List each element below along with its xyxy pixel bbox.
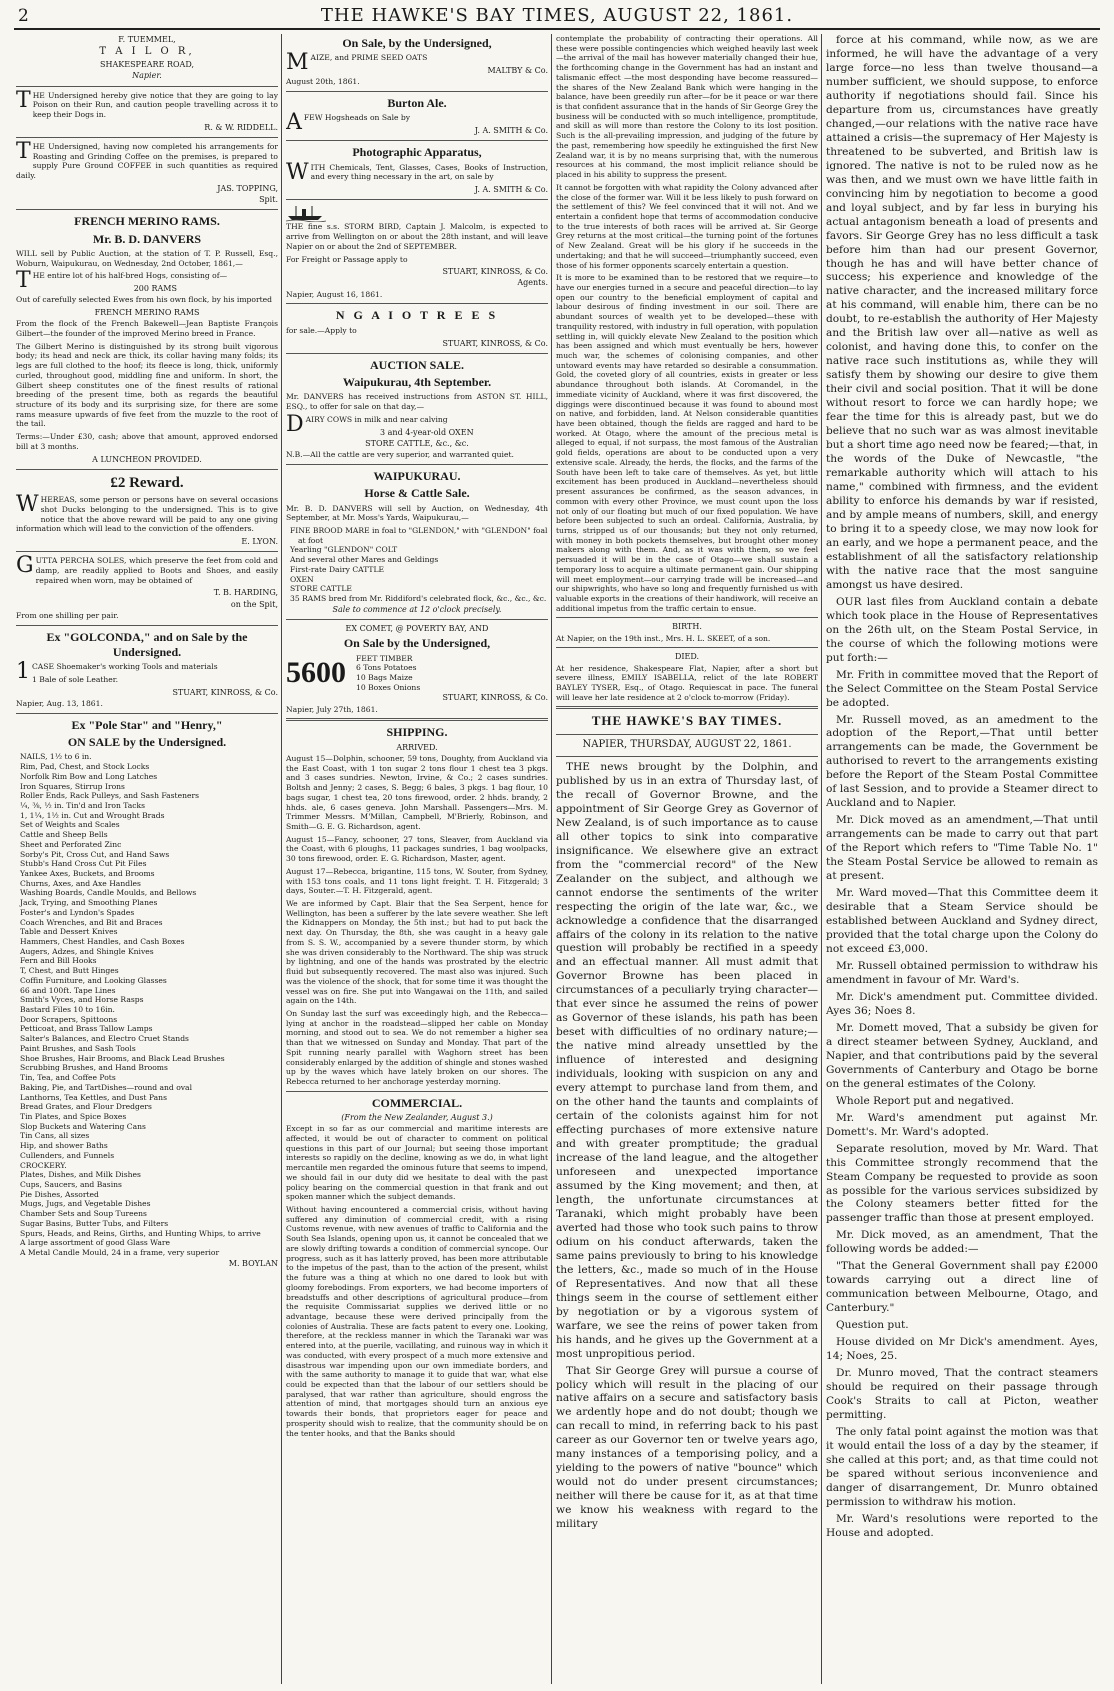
column-rule [551,34,552,1684]
stormbird-role: Agents. [517,278,548,288]
golconda-heading: Ex "GOLCONDA," and on Sale by the Undersigned. [46,629,248,659]
editorial-paragraph: Mr. Dick moved, as an amendment, That the following words be added:— [826,1229,1098,1256]
divider [556,617,818,618]
shipping-p5: On Sunday last the surf was exceedingly high, and the Rebecca—lying at anchor in the roadstead—slipped her cable on Monday morning, and stood out to sea. We do not remember a higher sea than that we witnessed on Sunday and Monday. That part of the Spit running nearly parallel with Waghorn street has been considerably enlarged by the addition of shingle and stones washed up by the waves which have lately broken on our shores. The Rebecca returned to her anchorage yesterday morning. [286,1008,548,1086]
merino-heading: FRENCH MERINO RAMS. [74,214,220,229]
died-text: At her residence, Shakespeare Flat, Napier, after a short but severe illness, EMILY ISABELLA, relict of the late ROBERT BAYLEY TYSER, Esq., of Otago. Requiescat in pace. The funeral will leave her late residence at 2 o'clock to-morrow (Friday). [556,663,818,702]
list-item: Plates, Dishes, and Milk Dishes [20,1170,141,1180]
list-item: Set of Weights and Scales [20,820,120,830]
shipping-heading: SHIPPING. [386,725,448,740]
poison-notice [16,87,278,133]
editorial-paragraph: Separate resolution, moved by Mr. Ward. That this Committee strongly recommend that the Steam Company be requested to provide as soon as possible for the various services subsidized by the Colony steamers better fitted for the passenger traffic than those at present employed. [826,1142,1098,1225]
maize-ad [286,36,548,87]
list-item: Cups, Saucers, and Basins [20,1179,122,1189]
list-item: Spurs, Heads, and Reins, Girths, and Hunting Whips, to arrive [20,1228,261,1238]
list-item: Norfolk Rim Bow and Long Latches [20,771,158,781]
list-item: And several other Mares and Geldings [290,555,439,565]
list-item: Cattle and Sheep Bells [20,830,108,840]
list-item: Baking, Pie, and TartDishes—round and oval [20,1082,193,1092]
divider [286,303,548,304]
polestar-item-list [16,752,278,1257]
list-item: Coffin Furniture, and Looking Glasses [20,975,167,985]
list-item: Scrubbing Brushes, and Hand Brooms [20,1063,168,1073]
birth-heading: BIRTH. [672,622,702,632]
divider [286,353,548,354]
polestar-signature: M. BOYLAN [228,1258,278,1268]
list-item: OXEN [290,574,314,584]
list-item: Yearling "GLENDON" COLT [290,545,398,555]
list-item: Cullenders, and Funnels [20,1150,115,1160]
editorial-paragraph: force at his command, while now, as we are informed, he will have the advantage of a very large force—no less than twelve thousand—a number sufficient, we should suppose, to enforce authority if negotiations should fail. Since his departure from us, circumstances have greatly changed,—our relations with the native race have attained a crisis—the supremacy of Her Majesty is threatened to be subverted, and British law is ignored. The native is not to be ruled now as he was then, and we must own we have little faith in convincing him by negotiation to become a good and loyal subject, and by far less in burying his actual antagonism beneath a load of presents and favors. Sir George Grey has no less difficult a task before him than had our present Governor, though he has and will have better chance of success; his experience and knowledge of the native character, and the increased military force at his command, will enable him, there can be no doubt, to re-establish the authority of Her Majesty and the British law over all—native as well as colonist, and having done this, to confer on the native race such institutions as, while they will satisfy them by showing our desire to give them their civil and social position. That it will be done without resort to force we can hardly hope; we fear the time for this is already past, but we do believe that no such war as was almost inevitable but a short time ago need now be feared;—that, in the words of the Duke of Newcastle, "the remarkable authority which will attach to his name," combined with firmness, and the evident ability to enforce his demands by war if resisted, and by ample means of numbers, skill, and energy to bring it to a speedy close, we may now look for an early, and we hope a permanent peace, and the establishment of all the satisfactory relationship with the native race that the most sanguine amongst us have desired. [826,34,1098,591]
list-item: Pie Dishes, Assorted [20,1189,99,1199]
editorial-paragraph: Dr. Munro moved, That the contract steamers should be required on their passage through Cook's Straits to call at Picton, weather permitting. [826,1367,1098,1422]
comet-heading: EX COMET, @ POVERTY BAY, AND [345,623,489,633]
editorial-paragraph: "That the General Government shall pay £2000 towards carrying out a direct line of communication between Melbourne, Otago, and Canterbury." [826,1260,1098,1315]
coffee-place: Spit. [259,195,278,204]
auction-heading: AUCTION SALE. [369,357,465,372]
divider [286,199,548,200]
list-item: 35 RAMS bred from Mr. Riddiford's celebrated flock, &c., &c., &c. [290,594,547,603]
list-item: FEET TIMBER [356,653,413,663]
list-item: Paint Brushes, and Sash Tools [20,1043,136,1053]
comet-item-list [352,654,420,693]
divider [16,469,278,470]
list-item: NAILS, 1½ to 6 in. [20,752,92,762]
list-item: 10 Boxes Onions [356,682,421,692]
stormbird-date: Napier, August 16, 1861. [286,289,383,299]
comet-date: Napier, July 27th, 1861. [286,704,378,714]
burton-heading: Burton Ale. [387,96,447,111]
column-rule [281,34,282,1684]
editorial-paragraph: Mr. Russell moved, as an amedment to the adoption of the Report,—That until better arrangements can be made, the Government be authorised to revert to the arrangements existing before the Report of the Steam Postal Committee of last Session, and to provide a Steamer direct to Auckland and to Napier. [826,713,1098,810]
divider [556,706,818,709]
list-item: Chamber Sets and Soup Tureens [20,1209,147,1219]
editorial-paragraph: Mr. Dick moved as an amendment,—That until arrangements can be made to carry out that part of the Report which refers to "Time Table No. 1" the Steam Postal Service be allowed to remain as at present. [826,814,1098,883]
shipping-p4: We are informed by Capt. Blair that the Sea Serpent, hence for Wellington, has been a sufferer by the late severe weather. She left the Kidnappers on Monday, the 5th inst.; but had to put back the next day. On Thursday, the 8th, she was caught in a heavy gale from S. S. W., accompanied by a severe thunder storm, by which she was driven considerably to the Northward. The ship was struck by lightning, and one of the hands was prostrated by the electric fluid but subsequently recovered. The mast also was injured. Such was the violence of the shock, that for some time it was thought the vessel was on fire. She put into Wangawai on the 11th, and sailed again on the 14th. [286,899,548,1006]
list-item: Rim, Pad, Chest, and Stock Locks [20,762,150,772]
column-4 [826,34,1098,1684]
maize-date: August 20th, 1861. [286,77,360,87]
list-item: FINE BROOD MARE in foal to "GLENDON," with "GLENDON" foal at foot [290,525,548,545]
commercial-heading: COMMERCIAL. [371,1095,463,1110]
polestar-ad [16,718,278,1269]
coffee-notice [16,138,278,205]
poison-signature: R. & W. RIDDELL. [204,122,278,132]
shipping-section [286,725,548,1086]
editorial-paragraph: That Sir George Grey will pursue a course of policy which will result in the placing of our native affairs on a secure and satisfactory basis we ardently hope and do not doubt; though we can recall to mind, in referring back to his past career as our Governor ten or twelve years ago, many instances of a temporising policy, and a yielding to the powers of native "bounce" which would not do under present circumstances; neither will there be cause for it, as at that time we know his weakness with regard to the military [556,1364,818,1531]
gutta-signature: T. B. HARDING, [213,588,278,598]
list-item: Sheet and Perforated Zinc [20,839,122,849]
ngaio-signature: STUART, KINROSS, & Co. [442,338,548,348]
stormbird-signature: STUART, KINROSS, & Co. [442,267,548,277]
tailor-name: F. TUEMMEL, [118,35,176,44]
list-item: 10 Bags Maize [356,672,413,682]
golconda-ad [16,630,278,709]
list-item: Fern and Bill Hooks [20,956,97,966]
merino-intro: WILL sell by Public Auction, at the station of T. P. Russell, Esq., Woburn, Waipukurau, on Wednesday, 2nd October, 1861,— [16,248,278,268]
gutta-text: GUTTA PERCHA SOLES, which preserve the feet from cold and damp, are readily applied to Boots and Shoes, and easily repaired when worn, may be obtained of [16,553,278,585]
coffee-text: THE Undersigned, having now completed his arrangements for Roasting and Grinding Coffee on the premises, is prepared to supply Pure Ground COFFEE in such quantities as required daily. [16,138,278,181]
shipping-p2: August 15—Fancy, schooner, 27 tons, Sleaver, from Auckland via the Coast, with 6 ploughs, 11 packages sundries, 1 bag woolpacks, 30 tons firewood, order. E. G. Richardson, Master, agent. [286,834,548,864]
auction-lot: DAIRY COWS in milk and near calving [286,411,448,437]
merino-p1: Out of carefully selected Ewes from his own flock, by his imported [16,295,273,305]
photo-text: WITH Chemicals, Tent, Glasses, Cases, Books of Instruction, and every thing necessary in the art, on sale by [286,159,548,185]
auction-lot-3: STORE CATTLE, &c., &c. [365,438,469,448]
editorial-paragraph: Mr. Domett moved, That a subsidy be given for a direct steamer between Sydney, Auckland, and Napier, and that contributions paid by the several Governments of Canterbury and Otago be borne on the general estimates of the Colony. [826,1021,1098,1090]
editorial-paragraph: Whole Report put and negatived. [836,1094,1014,1107]
divider [286,91,548,92]
tailor-ad [16,35,278,82]
list-item: CROCKERY. [20,1160,67,1170]
golconda-line-2: 1 Bale of sole Leather. [32,674,119,684]
commercial-sub: (From the New Zealander, August 3.) [341,1113,493,1123]
burton-text: AFEW Hogsheads on Sale by [286,110,411,136]
list-item: Stubb's Hand Cross Cut Pit Files [20,859,147,869]
stormbird-text: THE fine s.s. STORM BIRD, Captain J. Malcolm, is expected to arrive from Wellington on or about the 28th instant, and will leave Napier on or about the 2nd of SEPTEMBER. [286,222,548,251]
divider [16,86,278,87]
column-1 [16,34,278,1684]
editorial-paragraph: Mr. Frith in committee moved that the Report of the Select Committee on the Steam Postal Service be adopted. [826,668,1098,709]
shipping-p3: August 17—Rebecca, brigantine, 115 tons, W. Souter, from Sydney, with 153 tons coals, and 11 tons light freight. T. H. Fitzgerald; 3 days, Souter.—T. H. Fitzgerald, agent. [286,866,548,896]
list-item: T, Chest, and Butt Hinges [20,966,119,976]
divider [556,756,818,757]
divider [16,551,278,552]
stormbird-freight: For Freight or Passage apply to [286,254,408,264]
divider [16,137,278,138]
divider [16,209,278,210]
editorial-paragraph: Mr. Russell obtained permission to withdraw his amendment in favour of Mr. Ward's. [826,959,1098,986]
divider [556,734,818,735]
waipukurau-heading: WAIPUKURAU. [373,468,461,483]
paper-title: THE HAWKE'S BAY TIMES. [591,713,783,729]
photo-heading: Photographic Apparatus, [352,145,482,160]
burton-ad [286,96,548,136]
list-item: A Metal Candle Mould, 24 in a frame, very superior [20,1248,220,1257]
list-item: Tin Cans, all sizes [20,1131,90,1141]
list-item: Jack, Trying, and Smoothing Planes [20,898,158,908]
divider [16,713,278,714]
column-3 [556,34,818,1684]
divider [556,647,818,648]
merino-lot: THE entire lot of his half-bred Hogs, consisting of— [16,268,228,294]
editorial-paragraph: Mr. Ward moved—That this Committee deem it desirable that a Steam Service should be established between Auckland and Sydney direct, provided that the total charge upon the Colony do not exceed £3,000. [826,887,1098,955]
editorial-paragraph: Question put. [836,1319,909,1332]
stormbird-ad [286,204,548,299]
list-item: Foster's and Lyndon's Spades [20,907,135,917]
list-item: Iron Squares, Stirrup Irons [20,781,125,791]
list-item: Salter's Balances, and Electro Cruet Stands [20,1034,189,1044]
list-item: Churns, Axes, and Axe Handles [20,878,141,888]
divider [16,625,278,626]
editorial-paragraph: Mr. Ward's amendment put against Mr. Domett's. Mr. Ward's adopted. [826,1111,1098,1138]
editorial-paragraph: OUR last files from Auckland contain a debate which took place in the House of Representatives on the 26th ult, on the Steam Postal Service, in the course of which the following motions were put forth:— [826,595,1098,664]
commercial-continued: contemplate the probability of contracting their operations. All these were possible contingencies which weighed heavily last week—the arrival of the mail has however materially changed their hue, the forthcoming change in the Government has had an instant and talismanic effect —the most desponding have become reassured—the shares of the New Zealand Bank which were hanging in the balance, have been greedily run after—for be it peace or war there is that confident assurance that in the hands of Sir George Grey the business will be conducted with so much intelligence, promptitude, and skill as will more than restore the Colony to its lost position. Such is the all-prevailing impression, and judging of the future by the past, remembering how speedily he extinguished the first New Zealand war, it is by no means surprising that, with the numerous resources at his command, the most implicit reliance should be placed in his ability to suppress the present. [556,34,818,180]
ngaio-ad [286,308,548,348]
list-item: Tin Plates, and Spice Boxes [20,1111,127,1121]
editorial-paragraph: Mr. Ward's resolutions were reported to the House and adopted. [826,1512,1098,1539]
list-item: Roller Ends, Rack Pulleys, and Sash Fasteners [20,791,200,801]
reward-ad [16,474,278,547]
comet-heading-2: On Sale by the Undersigned, [343,636,491,651]
list-item: Hammers, Chest Handles, and Cash Boxes [20,937,185,946]
list-item: STORE CATTLE [290,584,352,594]
maize-text: MAIZE, and PRIME SEED OATS [286,50,428,76]
golconda-signature: STUART, KINROSS, & Co. [172,687,278,697]
ngaio-heading: N G A I O T R E E S [335,308,499,323]
list-item: Hip, and shower Baths [20,1141,108,1151]
list-item: Door Scrapers, Spittoons [20,1014,118,1024]
list-item: Lanthorns, Tea Kettles, and Dust Pans [20,1092,167,1102]
commercial-p4: It is more to be examined than to be restored that we require—to have our energies turned in a secure and peaceful direction—to lay open our country to the beneficial employment of capital and labour desirous of finding investment in our soil. There are abundant sources of wealth yet to be developed—these with tranquility restored, with industry in full operation, with population settling in, will quickly elevate New Zealand to the position which has been assigned and which must eventually be hers, however much war, the schemes of colonising companies, and other untoward events may have retarded so desirable a consummation. Gold, the coveted glory of all countries, exists in greater or less abundance throughout both islands. At Coromandel, in the immediate vicinity of Auckland, where it was first discovered, the diggings were discontinued because it was found to abound most on native, and forbidden, land. At Nelson considerable quantities have been obtained, though the fields are ragged and hard to be worked. At Otago, where the amount of the precious metal is alleged to equal, if not surpass, the most famous of the Australian gold fields, operations are about to be conducted upon a very extensive scale. Already, the herds, the flocks, and the farms of the South have been left to take care of themselves. As yet, but little excitement has been produced in Auckland—nevertheless should present assurances be confirmed, as the season advances, in common with every other Province, we must count upon the loss not only of our floating but much of our fixed population. We have before been subjected to such an ordeal. California, Australia, by turns, stripped us of our thousands; but they not only returned, with money in both pockets themselves, but brought other money makers along with them. And, as it was with them, so we feel persuaded it will be in the case of Otago—we shall sustain a temporary loss to acquire a ultimate permanent gain. Our shipping will meet employment—our carrying trade will be increased—and our shipwrights, who have so long and frequently furnished us with valuable exports in the creations of their handiwork, will receive an additional impetus from the traffic certain to ensue. [556,273,818,613]
waipukurau-heading-2: Horse & Cattle Sale. [364,486,470,501]
death-notice [556,652,818,702]
column-rule [821,34,822,1684]
waipukurau-text: Mr. B. D. DANVERS will sell by Auction, on Wednesday, 4th September, at Mr. Moss's Yards, Waipukurau,— [286,503,548,523]
divider [286,1091,548,1092]
photo-signature: J. A. SMITH & Co. [474,185,548,195]
auction-heading-2: Waipukurau, 4th September. [342,375,492,390]
shipping-sub: ARRIVED. [396,742,438,752]
list-item: Mugs, Jugs, and Vegetable Dishes [20,1199,151,1209]
photo-ad [286,145,548,195]
ngaio-text: for sale.—Apply to [286,325,357,335]
comet-ad [286,624,548,714]
dateline: NAPIER, THURSDAY, AUGUST 22, 1861. [582,739,792,751]
gutta-ad [16,553,278,620]
waipukurau-ad [286,469,548,615]
tailor-address: SHAKESPEARE ROAD, [100,60,194,70]
reward-heading: £2 Reward. [110,474,184,491]
column-2 [286,34,548,1684]
commercial-p1: Except in so far as our commercial and maritime interests are affected, it would be out of character to comment on political questions in this part of our Journal; but seeing those important interests so rapidly on the decline, knowing as we do, in what light mercantile men regarded the ominous future that seems to impend, we should fail in our duty did we hesitate to deal with the past policy bearing on the commercial question in that frank and out spoken manner which the subject demands. [286,1124,548,1202]
merino-p3: The Gilbert Merino is distinguished by its strong built vigorous body; its head and neck are thick, its collar having many folds; its legs are full clothed to the hoof; its fleece is long, thick, uniformly curled, throughout good, middling fine and uniform. In short, the Gilbert sheep constitutes one of the finest results of rational breeding of the present time, both as regards the beautiful structure of its body and its surprising size, for there are some rams measure upwards of five feet from the muzzle to the root of the tail. [16,341,278,429]
tailor-trade: T A I L O R, [99,46,195,58]
list-item: 66 and 100ft. Tape Lines [20,985,116,995]
golconda-date: Napier, Aug. 13, 1861. [16,698,103,708]
merino-sub: FRENCH MERINO RAMS [94,308,200,318]
list-item: Bastard Files 10 to 16in. [20,1005,115,1015]
list-item: Sorby's Pit, Cross Cut, and Hand Saws [20,849,170,859]
list-item: First-rate Dairy CATTLE [290,564,385,574]
merino-lunch: A LUNCHEON PROVIDED. [92,454,202,464]
auction-lot-2: 3 and 4-year-old OXEN [380,427,474,437]
list-item: Sugar Basins, Butter Tubs, and Filters [20,1218,169,1228]
editorial-part-1 [556,761,818,1532]
birth-notice [556,622,818,643]
list-item: Shoe Brushes, Hair Brooms, and Black Lead Brushes [20,1053,225,1063]
divider [286,718,548,721]
merino-terms: Terms:—Under £30, cash; above that amount, approved endorsed bill at 3 months. [16,432,278,451]
died-heading: DIED. [674,652,700,662]
auction-text: Mr. DANVERS has received instructions from ASTON ST. HILL, ESQ., to offer for sale on that day,— [286,392,548,412]
list-item: 6 Tons Potatoes [356,663,417,673]
merino-ad [16,214,278,465]
polestar-heading-2: ON SALE by the Undersigned. [67,734,227,749]
list-item: Coach Wrenches, and Bit and Braces [20,917,163,927]
divider [286,140,548,141]
list-item: Yankee Axes, Buckets, and Brooms [20,868,155,878]
polestar-heading: Ex "Pole Star" and "Henry," [71,717,223,732]
editorial-paragraph: Mr. Dick's amendment put. Committee divided. Ayes 36; Noes 8. [826,990,1098,1017]
comet-lots [286,654,548,693]
golconda-line-1: 1CASE Shoemaker's working Tools and materials [16,659,218,685]
masthead [14,4,1100,30]
shipping-p1: August 15—Dolphin, schooner, 59 tons, Doughty, from Auckland via the East Coast, with 1 ton sugar 2 tons flour 1 chest tea 3 pkgs. and 3 cases sundries. Newton, Irvine, & Co.; 2 cases sundries. Boltsh and Jenny; 2 cases, S. Begg; 6 bales, 3 pkgs. 1 bag flour, 10 bags sugar, 1 chest tea, 20 tons firewood, order. 2 hhds. brandy, 2 hhds. ale, 6 cases geneva. John Marshall. Passengers—Mrs. M. Trimmer Messrs. M'Millan, Campbell, M'Brierly, Robinson, and Smith—G. E. G. Richardson, agent. [286,753,548,831]
auction-ad [286,358,548,460]
editorial-paragraph: House divided on Mr Dick's amendment. Ayes, 14; Noes, 25. [826,1336,1098,1363]
list-item: Washing Boards, Candle Moulds, and Bellows [20,888,197,898]
newspaper-title: THE HAWKE'S BAY TIMES, AUGUST 22, 1861. [320,5,794,26]
reward-text: WHEREAS, some person or persons have on several occasions shot Ducks belonging to the undersigned. This is to give notice that the above reward will be paid to any one giving information which will lead to the conviction of the offenders. [16,492,278,534]
editorial-paragraph: THE news brought by the Dolphin, and published by us in an extra of Thursday last, of the recall of Governor Browne, and the appointment of Sir George Grey as Governor of New Zealand, is of such importance as to cause all other topics to sink into comparative insignificance. We elsewhere give an extract from the "commercial record" of the New Zealander on the subject, and although we cannot endorse the sentiments of the writer respecting the origin of the late war, &c., we acknowledge a confidence that the disarranged affairs of the colony in its relation to the native question will probably be rectified in a speedy and an effectual manner. All must admit that Governor Browne has been placed in circumstances of a peculiarly trying character—that ever since he assumed the reins of power as Governor of these islands, his path has been beset with difficulties of no ordinary nature;—the native mind already unsettled by the influence of interested and designing individuals, looking with suspicion on any and every attempt to purchase land from them, and on the other hand the taunts and complaints of certain of the colonists against him for not effecting purchases of more extensive nature and with greater promptitude; the gradual increase of the land league, and the altogether unforeseen and unexpected importance assumed by the King movement; and then, at length, the unfortunate circumstances at Taranaki, which might probably have been averted had those who took such pains to throw odium on his conduct afterwards, taken the same pains previously to bring to his knowledge the letters, &c., made so much of in the House of Representatives. And now that all these things seem in the course of settlement either by negotiation or by a vigorous system of warfare, we see the reins of power taken from his hands, and he gives up the Government at a most unpropitious period. [556,760,818,1360]
auction-nb: N.B.—All the cattle are very superior, and warranted quiet. [286,450,514,460]
merino-p2: From the flock of the French Bakewell—Jean Baptiste François Gilbert—the founder of the improved Merino breed in France. [16,319,278,339]
list-item: Petticoat, and Brass Tallow Lamps [20,1024,153,1034]
commercial-p2: Without having encountered a commercial crisis, without having suffered any diminution of commercial credit, with a rising Customs revenue, with new avenues of traffic to California and the South Sea Islands, opening upon us, it cannot be concealed that we are slowly drifting towards a condition of commercial syncope. Our progress, such as it has latterly proved, has been more attributable to the impetus of the past, than to the action of the present, whilst the future was a thing at which no one dared to look but with gloomy forebodings. From exporters, we had become importers of breadstuffs and other descriptions of agricultural produce—from the requisite Commissariat supplies we derived little or no advantage, because these were derived principally from the colonies of Australia. These are facts patent to every one. Looking, therefore, at the reckless manner in which the Taranaki war was entered into, at the puerile, vacillating, and ruinous way in which it was conducted, with every prospect of a much more extensive and disastrous war impending upon our own immediate borders, and with the same authority to manage it to guide that war, what else could be expected than that the labour of our settlers should be paralysed, that war rather than agriculture, should engross the attention of mind, that mortgages should turn an anxious eye towards their bonds, that proprietors eager for peace and prosperity should wish to realize, that the community should be on the tenter hooks, and that the Banks should [286,1205,548,1438]
burton-signature: J. A. SMITH & Co. [474,126,548,136]
merino-auctioneer: Mr. B. D. DANVERS [92,231,202,246]
editorial-part-2 [826,34,1098,1541]
reward-signature: E. LYON. [241,536,278,546]
steamship-icon [286,204,326,222]
comet-signature: STUART, KINROSS, & Co. [442,693,548,703]
merino-count: 200 RAMS [133,284,177,294]
commercial-p3: It cannot be forgotten with what rapidity the Colony advanced after the close of the former war. Will it be less likely to push forward on the settlement of this? We feel convinced that it will not. And we entertain a confident hope that terms of accommodation conducive to the true interests of both races will be arrived at. Sir George Grey returns at the most critical—the turning point of the fortunes of New Zealand. Great will be his glory if he succeeds in the undertaking; and that he will succeed—triumphantly succeed, even those of his former opponents scarcely entertain a question. [556,182,818,270]
maize-heading: On Sale, by the Undersigned, [342,36,492,50]
tailor-place: Napier. [132,71,162,81]
divider [286,464,548,465]
waipukurau-item-list [286,526,548,604]
list-item: 1, 1¼, 1½ in. Cut and Wrought Brads [20,810,165,820]
commercial-section [286,1096,548,1439]
editorial-paragraph: The only fatal point against the motion was that it would entail the loss of a day by the steamer, if she called at this port; and, as that time could not be spared without serious inconvenience and danger of disarrangement, Dr. Munro obtained permission to withdraw his motion. [826,1426,1098,1508]
divider [286,619,548,620]
list-item: A large assortment of good Glass Ware [20,1238,170,1248]
gutta-price: From one shilling per pair. [16,610,119,620]
list-item: Bread Grates, and Flour Dredgers [20,1102,152,1112]
list-item: Smith's Vyces, and Horse Rasps [20,995,144,1005]
maize-signature: MALTBY & Co. [487,66,548,76]
list-item: ¼, ⅜, ½ in. Tin'd and Iron Tacks [20,800,145,810]
list-item: Table and Dessert Knives [20,927,118,937]
page-number: 2 [18,6,29,26]
waipukurau-note: Sale to commence at 12 o'clock precisely. [332,604,502,614]
coffee-signature: JAS. TOPPING, [217,183,278,193]
list-item: Augers, Adzes, and Shingle Knives [20,946,154,956]
gutta-place: on the Spit, [230,599,278,609]
poison-text: THE Undersigned hereby give notice that they are going to lay Poison on their Run, and caution people travelling across it to keep their Dogs in. [16,87,278,119]
list-item: Slop Buckets and Watering Cans [20,1121,146,1131]
comet-big-number: 5600 [286,655,346,689]
birth-text: At Napier, on the 19th inst., Mrs. H. L. SKEET, of a son. [556,633,771,643]
list-item: Tin, Tea, and Coffee Pots [20,1073,116,1083]
